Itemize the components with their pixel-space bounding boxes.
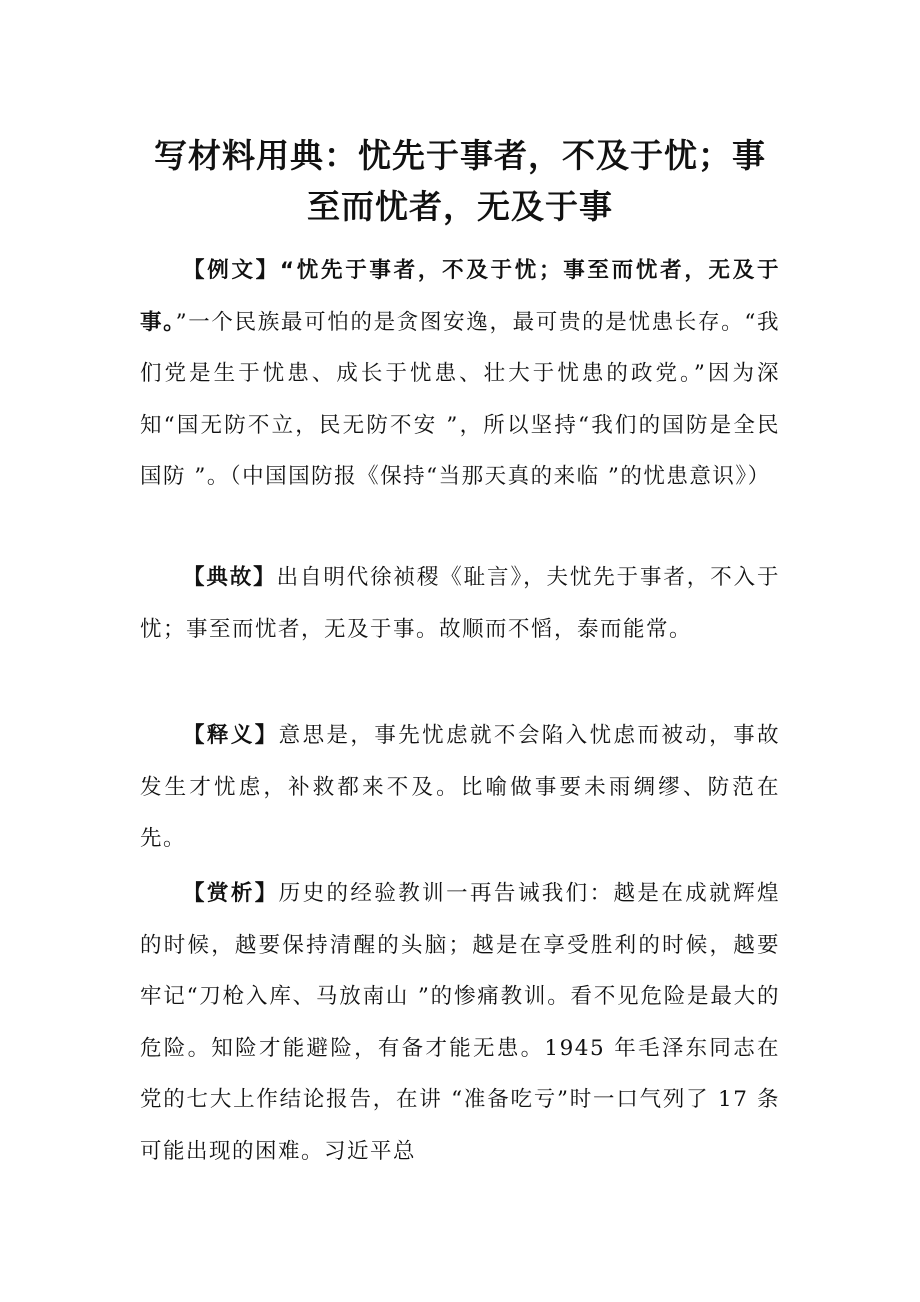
tag-meaning: 【释义】 — [183, 723, 279, 748]
meaning-text: 意思是，事先忧虑就不会陷入忧虑而被动，事故发生才忧虑，补救都来不及。比喻做事要未雨绸缪、防范在先。 — [140, 723, 780, 851]
document-title: 写材料用典：忧先于事者，不及于忧；事至而忧者，无及于事 — [154, 136, 766, 226]
paragraph-allusion — [140, 552, 780, 655]
paragraph-appreciation — [140, 868, 780, 1177]
tag-appreciation: 【赏析】 — [183, 881, 279, 906]
tag-example: 【例文】 — [183, 258, 280, 283]
tag-allusion: 【典故】 — [183, 565, 277, 590]
appreciation-text: 历史的经验教训一再告诫我们：越是在成就辉煌的时候，越要保持清醒的头脑；越是在享受胜利的时候，越要牢记“刀枪入库、马放南山 ”的惨痛教训。看不见危险是最大的危险。知险才能避险，有备才能无患。1945 年毛泽东同志在党的七大上作结论报告，在讲 “准备吃亏”时一口气列了 17 条可能出现的困难。习近平总 — [140, 881, 780, 1164]
paragraph-example — [140, 245, 780, 503]
example-text: ”一个民族最可怕的是贪图安逸，最可贵的是忧患长存。“我们党是生于忧患、成长于忧患、壮大于忧患的政党。”因为深知“国无防不立，民无防不安 ”，所以坚持“我们的国防是全民国防 ”。（中国国防报《保持“当那天真的来临 ”的忧患意识》） — [140, 309, 780, 489]
example-quote: “忧先于事者，不及于忧；事至而忧者，无及于事。 — [140, 258, 780, 335]
paragraph-meaning — [140, 710, 780, 865]
allusion-text: 出自明代徐祯稷《耻言》，夫忧先于事者，不入于忧；事至而忧者，无及于事。故顺而不慆，泰而能常。 — [140, 565, 780, 642]
